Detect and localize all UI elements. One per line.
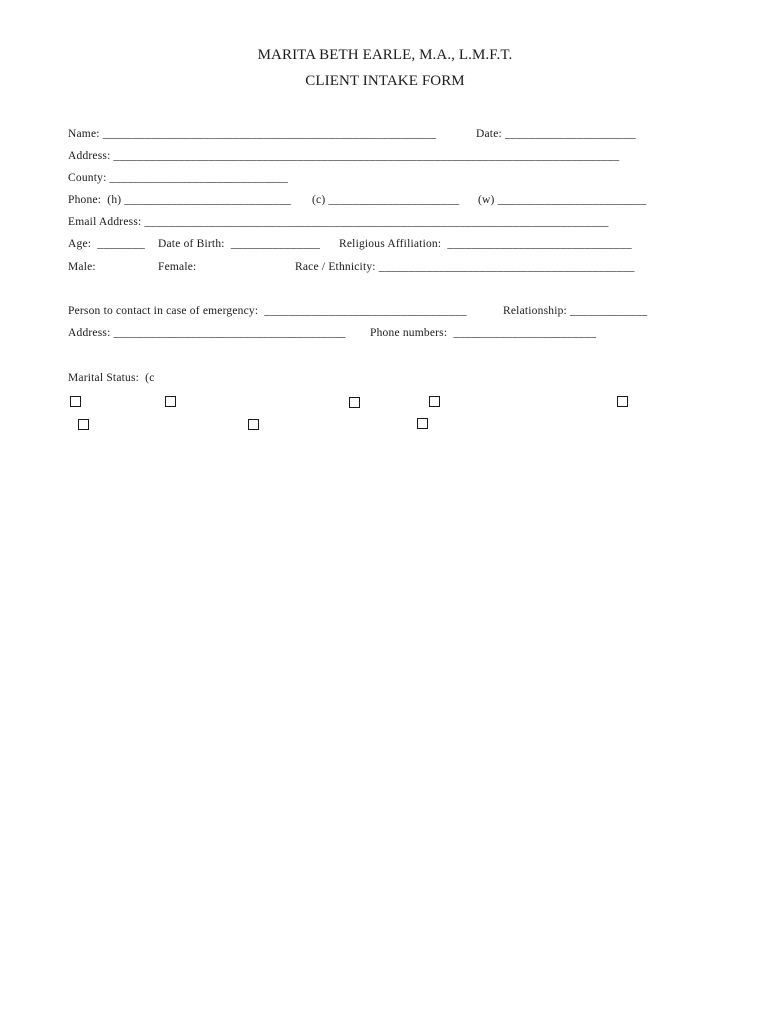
relationship-field[interactable]: Relationship: _____________	[503, 305, 648, 317]
marital-status-checkbox[interactable]	[617, 396, 628, 407]
address-field[interactable]: Address: _____________________________________________________________________________________	[68, 150, 620, 162]
phone-cell-field[interactable]: (c) ______________________	[312, 194, 460, 206]
emergency-address-field[interactable]: Address: _______________________________________	[68, 327, 346, 339]
dob-field[interactable]: Date of Birth: _______________	[158, 238, 321, 250]
marital-status-checkbox[interactable]	[70, 396, 81, 407]
phone-work-field[interactable]: (w) _________________________	[478, 194, 647, 206]
marital-status-checkbox[interactable]	[248, 419, 259, 430]
race-field[interactable]: Race / Ethnicity: ___________________________________________	[295, 261, 635, 273]
male-label[interactable]: Male:	[68, 261, 96, 273]
female-label[interactable]: Female:	[158, 261, 197, 273]
date-field[interactable]: Date: ______________________	[476, 128, 636, 140]
county-field[interactable]: County: ______________________________	[68, 172, 289, 184]
marital-status-checkbox[interactable]	[417, 418, 428, 429]
emergency-contact-field[interactable]: Person to contact in case of emergency: __________________________________	[68, 305, 467, 317]
marital-status-label: Marital Status: (c	[68, 372, 155, 384]
marital-status-checkbox[interactable]	[429, 396, 440, 407]
form-title: CLIENT INTAKE FORM	[305, 73, 465, 89]
marital-status-checkbox[interactable]	[349, 397, 360, 408]
phone-home-field[interactable]: Phone: (h) ____________________________	[68, 194, 291, 206]
marital-status-checkbox[interactable]	[165, 396, 176, 407]
practitioner-name: MARITA BETH EARLE, M.A., L.M.F.T.	[257, 47, 513, 63]
marital-status-checkbox[interactable]	[78, 419, 89, 430]
phone-numbers-field[interactable]: Phone numbers: ________________________	[370, 327, 597, 339]
religion-field[interactable]: Religious Affiliation: _______________________________	[339, 238, 632, 250]
email-field[interactable]: Email Address: ______________________________________________________________________________	[68, 216, 609, 228]
name-field[interactable]: Name: ________________________________________________________	[68, 128, 436, 140]
age-field[interactable]: Age: ________	[68, 238, 145, 250]
